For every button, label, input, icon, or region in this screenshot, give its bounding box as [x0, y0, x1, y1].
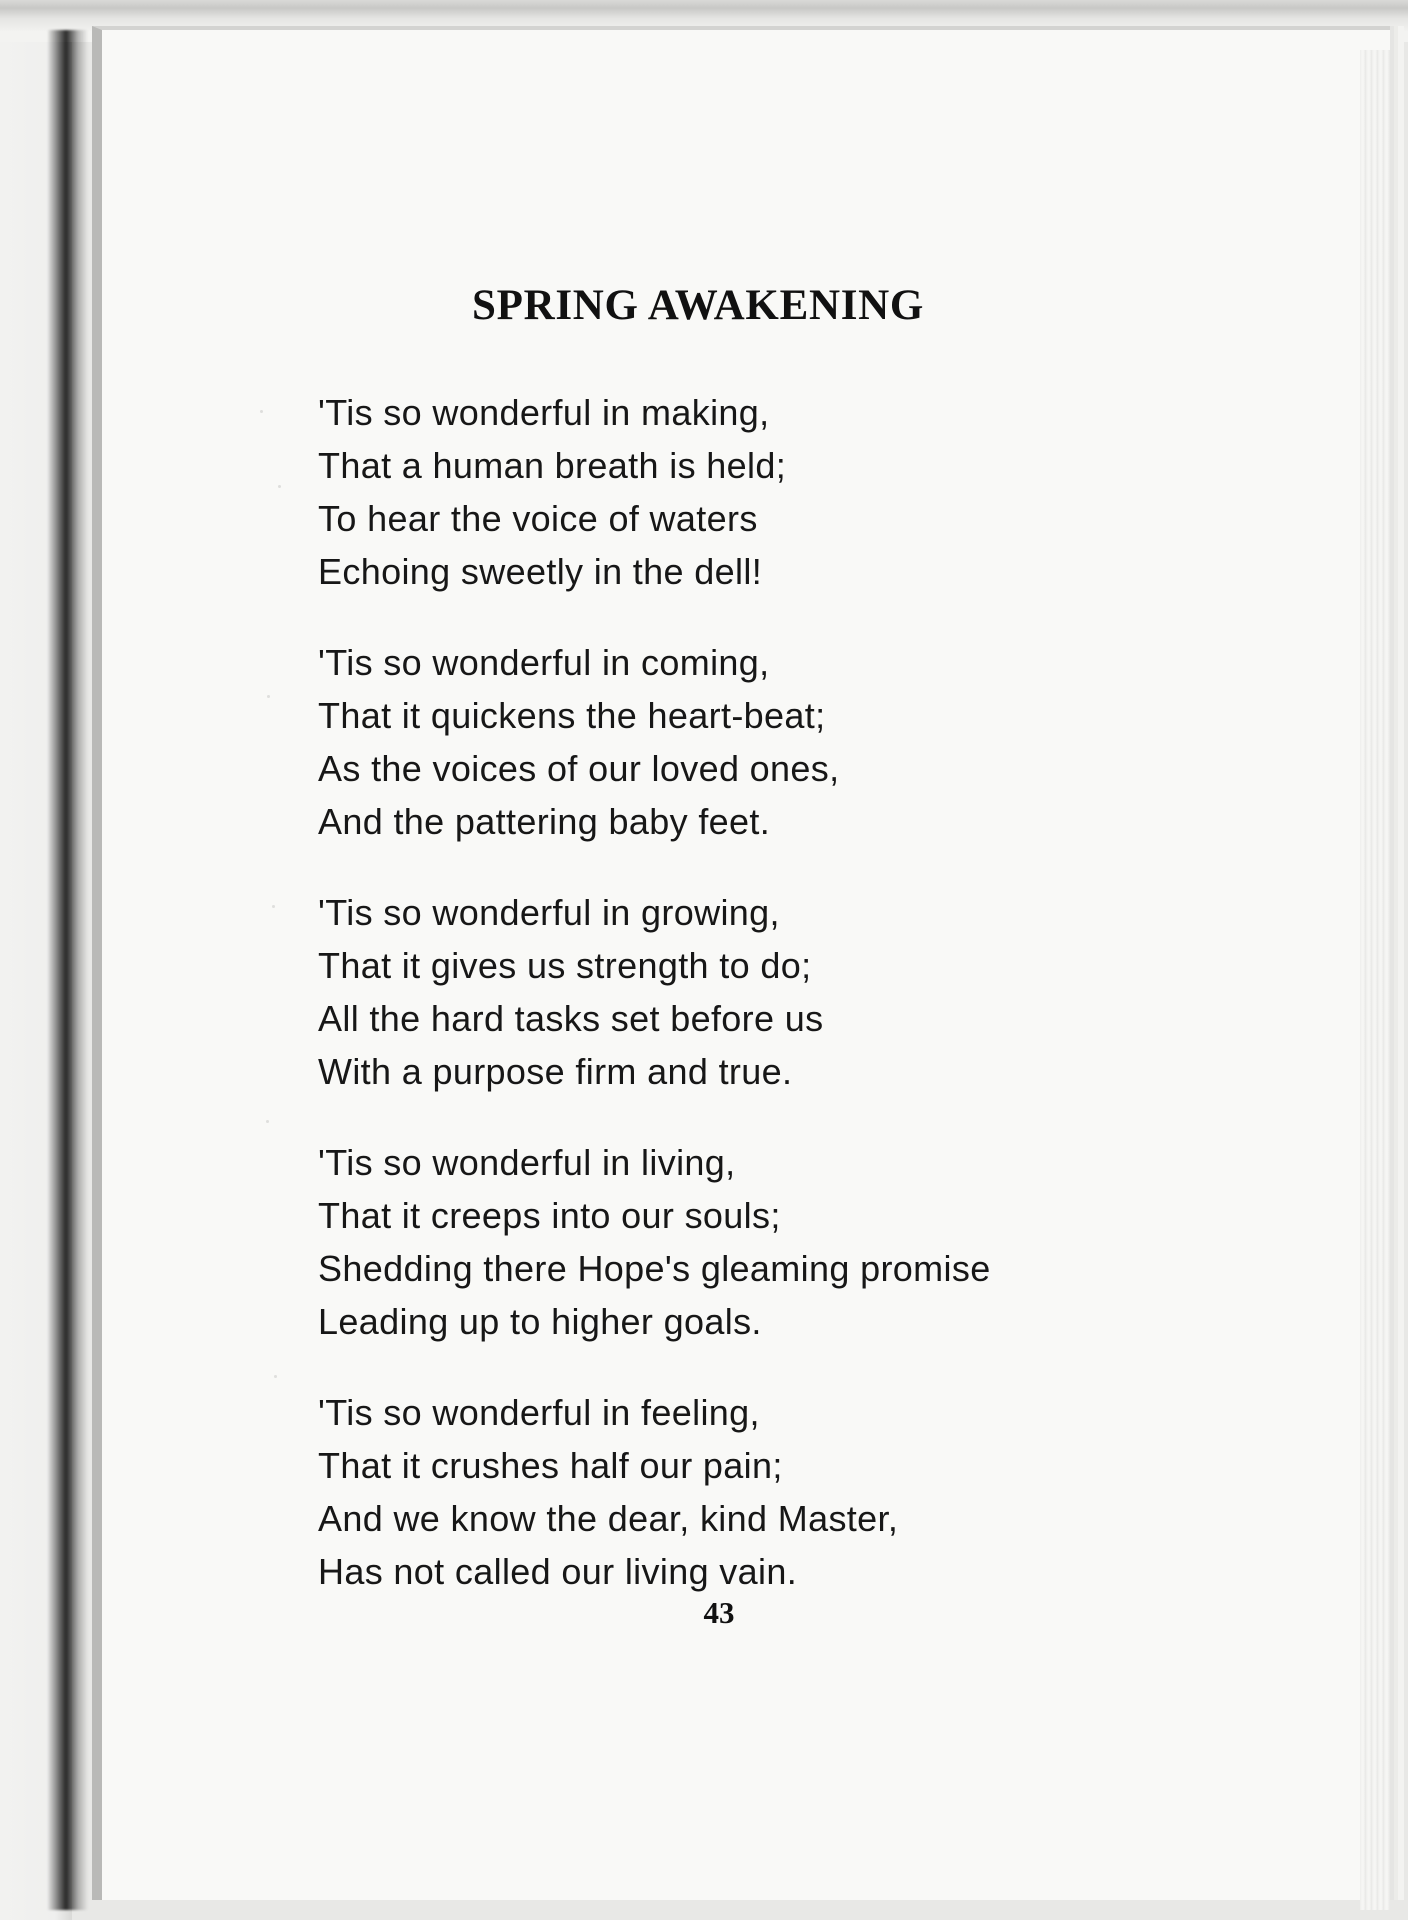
- stanza-2: [318, 636, 1138, 848]
- poem-line: That it creeps into our souls;: [318, 1195, 781, 1236]
- poem-line: All the hard tasks set before us: [318, 998, 824, 1039]
- poem-line: That a human breath is held;: [318, 445, 787, 486]
- poem-line: Shedding there Hope's gleaming promise: [318, 1248, 991, 1289]
- stanza-5: [318, 1386, 1138, 1598]
- poem-line: That it quickens the heart-beat;: [318, 695, 826, 736]
- book-spine-shadow: [48, 30, 88, 1910]
- poem-line: To hear the voice of waters: [318, 498, 758, 539]
- poem-line: Has not called our living vain.: [318, 1551, 798, 1592]
- poem-body: [318, 386, 1138, 1636]
- poem-line: 'Tis so wonderful in growing,: [318, 892, 780, 933]
- poem-title: SPRING AWAKENING: [472, 282, 925, 329]
- poem-line: That it gives us strength to do;: [318, 945, 812, 986]
- poem-line: With a purpose firm and true.: [318, 1051, 793, 1092]
- stanza-3: [318, 886, 1138, 1098]
- poem-line: 'Tis so wonderful in living,: [318, 1142, 736, 1183]
- stanza-1: [318, 386, 1138, 598]
- poem-line: 'Tis so wonderful in coming,: [318, 642, 770, 683]
- poem-line: Leading up to higher goals.: [318, 1301, 762, 1342]
- poem-line: That it crushes half our pain;: [318, 1445, 783, 1486]
- poem-line: As the voices of our loved ones,: [318, 748, 840, 789]
- poem-line: And the pattering baby feet.: [318, 801, 771, 842]
- poem-line: 'Tis so wonderful in feeling,: [318, 1392, 760, 1433]
- poem-line: Echoing sweetly in the dell!: [318, 551, 763, 592]
- poem-line: 'Tis so wonderful in making,: [318, 392, 770, 433]
- stanza-4: [318, 1136, 1138, 1348]
- page-stack-edge: [1360, 50, 1390, 1910]
- poem-line: And we know the dear, kind Master,: [318, 1498, 899, 1539]
- page-number: 43: [703, 1595, 735, 1630]
